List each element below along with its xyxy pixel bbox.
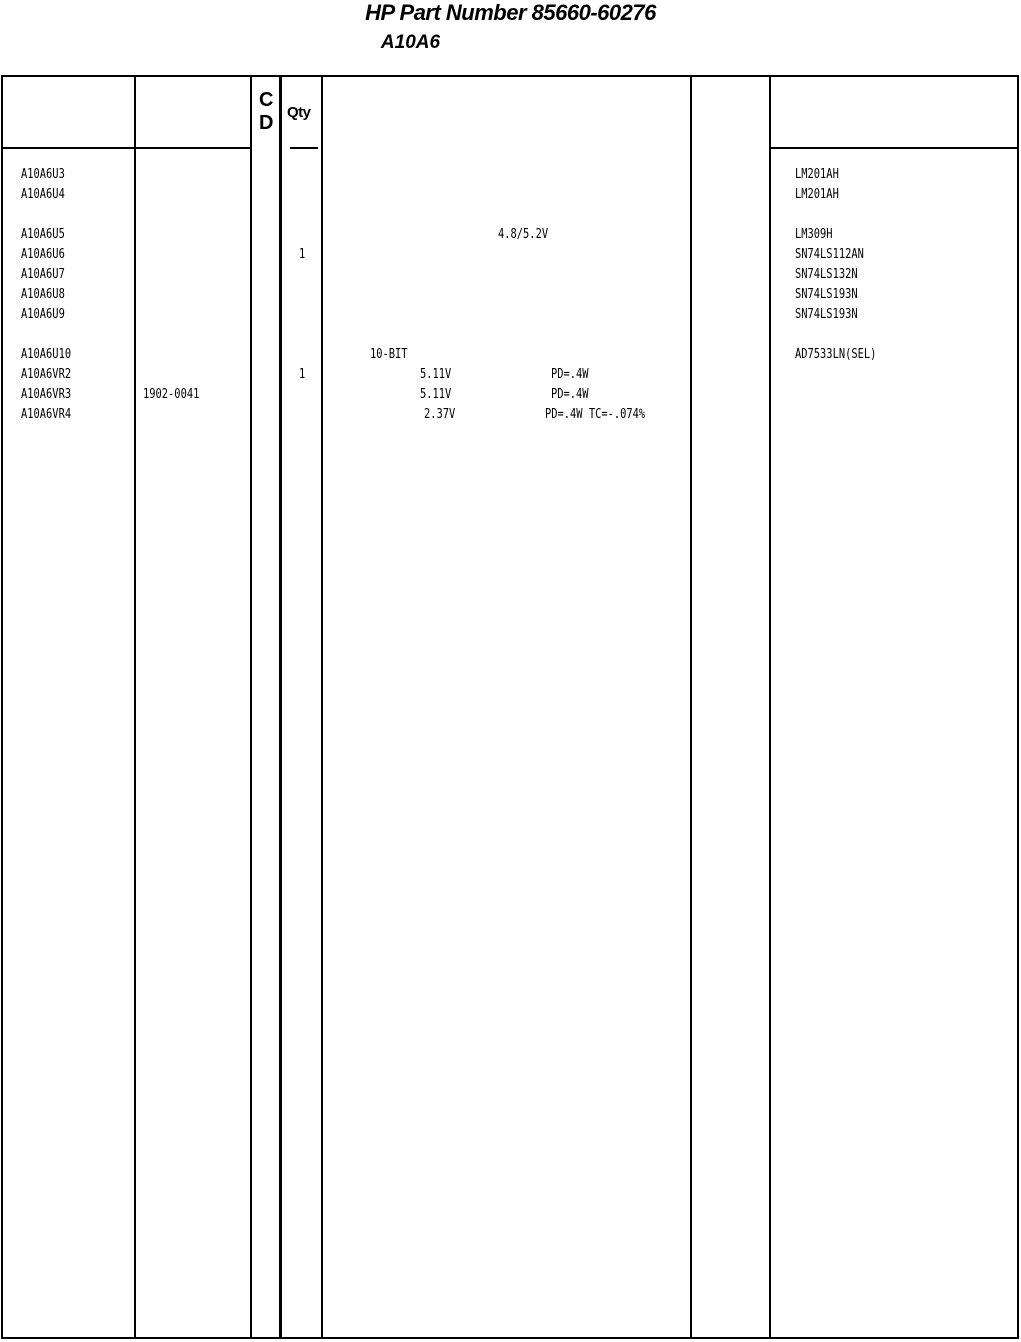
- mfr-part-number: SN74LS193N: [795, 307, 858, 322]
- description: 4.8/5.2V: [498, 227, 549, 242]
- mfr-part-number: SN74LS193N: [795, 287, 858, 302]
- table-top-border: [1, 75, 1019, 77]
- ref-designator: A10A6VR4: [21, 407, 72, 422]
- description-extra: PD=.4W TC=-.074%: [545, 407, 646, 422]
- header-cd-c: C: [259, 89, 274, 111]
- mfr-part-number: LM309H: [795, 227, 833, 242]
- mfr-part-number: SN74LS112AN: [795, 247, 864, 262]
- ref-designator: A10A6U3: [21, 167, 65, 182]
- col-line-qty: [321, 75, 323, 1339]
- mfr-part-number: LM201AH: [795, 167, 839, 182]
- description: 2.37V: [424, 407, 456, 422]
- col-line-cd: [279, 75, 282, 1339]
- qty-value: 1: [299, 367, 306, 382]
- table-right-border: [1017, 75, 1019, 1339]
- description: 5.11V: [420, 367, 452, 382]
- description: 5.11V: [420, 387, 452, 402]
- description-extra: PD=.4W: [551, 367, 589, 382]
- description-extra: PD=.4W: [551, 387, 589, 402]
- mfr-part-number: LM201AH: [795, 187, 839, 202]
- description: 10-BIT: [370, 347, 408, 362]
- page-title: HP Part Number 85660-60276: [365, 0, 656, 25]
- ref-designator: A10A6U4: [21, 187, 65, 202]
- header-separator-right: [770, 147, 1019, 149]
- mfr-part-number: AD7533LN(SEL): [795, 347, 877, 362]
- qty-value: 1: [299, 247, 306, 262]
- header-separator: [1, 147, 252, 149]
- table-left-border: [1, 75, 3, 1339]
- ref-designator: A10A6U9: [21, 307, 65, 322]
- hp-part-number: 1902-0041: [143, 387, 200, 402]
- header-separator-qty: [290, 147, 318, 149]
- ref-designator: A10A6VR2: [21, 367, 72, 382]
- col-line-2: [250, 75, 252, 1339]
- col-line-desc: [690, 75, 692, 1339]
- header-cd-d: D: [259, 112, 274, 134]
- ref-designator: A10A6U6: [21, 247, 65, 262]
- ref-designator: A10A6U10: [21, 347, 72, 362]
- col-line-1: [134, 75, 136, 1339]
- table-bottom-border: [1, 1337, 1019, 1339]
- mfr-part-number: SN74LS132N: [795, 267, 858, 282]
- ref-designator: A10A6U5: [21, 227, 65, 242]
- assembly-title: A10A6: [380, 32, 441, 53]
- ref-designator: A10A6VR3: [21, 387, 72, 402]
- header-qty: Qty: [287, 104, 311, 121]
- col-line-mfr: [769, 75, 771, 1339]
- ref-designator: A10A6U7: [21, 267, 65, 282]
- ref-designator: A10A6U8: [21, 287, 65, 302]
